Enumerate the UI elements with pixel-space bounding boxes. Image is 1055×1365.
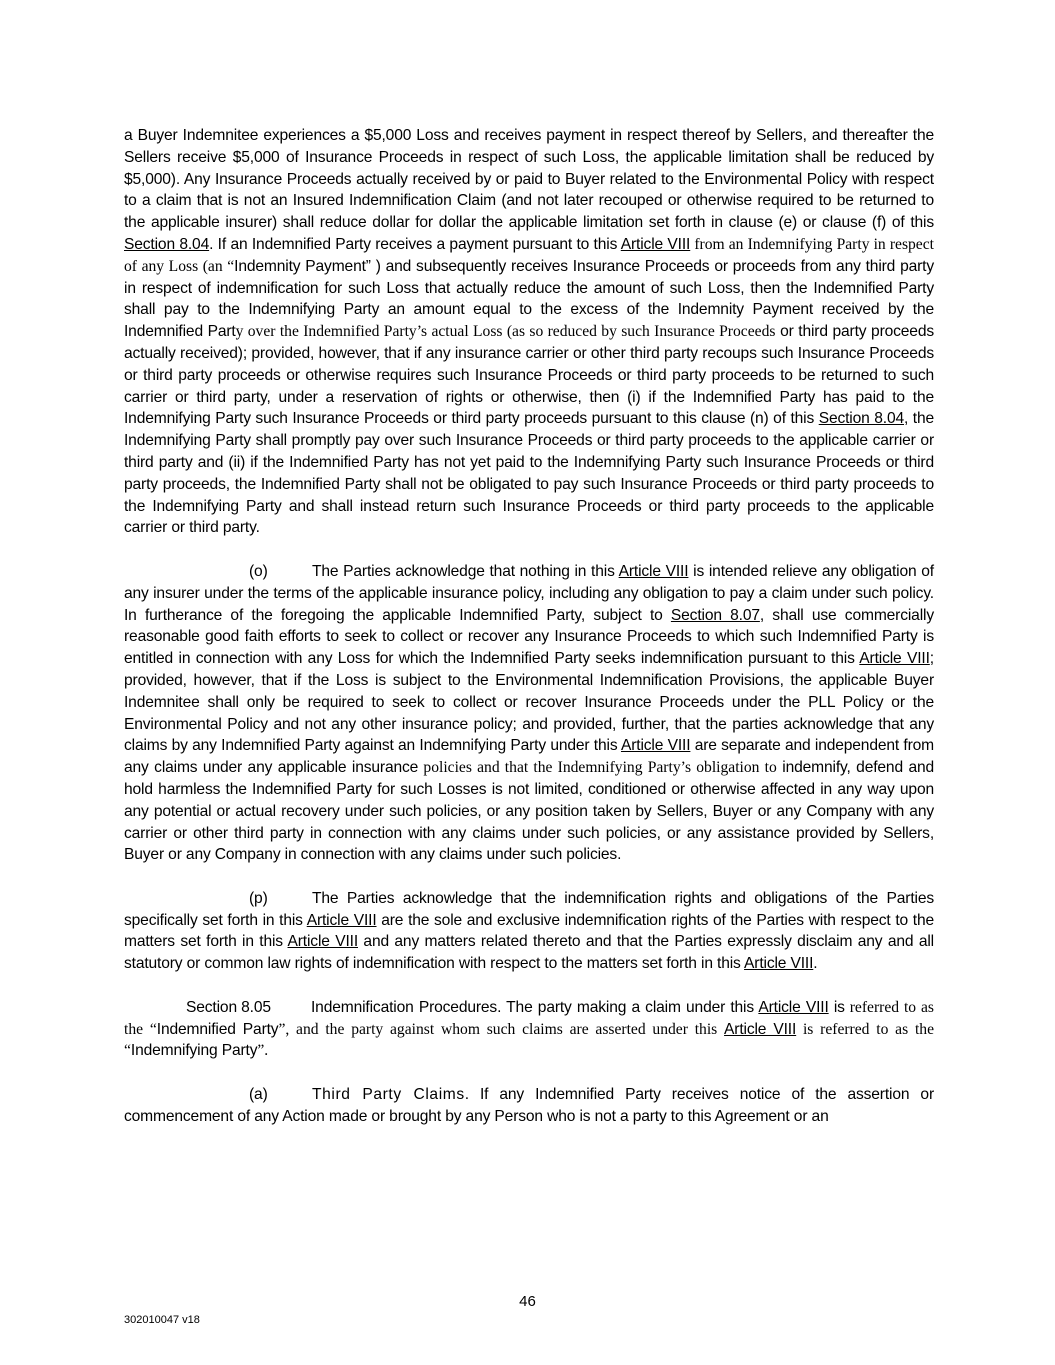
clause-label: (p)	[249, 889, 268, 907]
article-link[interactable]: Article VIII	[758, 998, 829, 1016]
text-run: The Parties acknowledge that the indemnification rights and obligations of the Parties specifically set forth in this	[124, 889, 934, 929]
paragraph-a-third-party-claims	[124, 1084, 934, 1128]
text-run: ”, and the party against whom such claims are asserted under this	[278, 1020, 725, 1038]
text-run: The Parties acknowledge that nothing in this	[312, 562, 619, 580]
text-run: or third party proceeds actually received); provided, however, that if any insurance carrier or other third party recoups such Insurance Proceeds or third party proceeds or otherwise requires such Insurance Proceeds or third party proceeds to be returned to such carrier or third party, under a reservation of rights or otherwise, then (i) if the Indemnified Party has paid to the Indemnifying Party such Insurance Proceeds or third party proceeds pursuant to this clause (n) of this	[124, 323, 934, 428]
article-link[interactable]: Article VIII	[859, 650, 930, 668]
section-link[interactable]: Section 8.04	[124, 235, 210, 253]
article-link[interactable]: Article VIII	[287, 933, 358, 951]
text-run: y over the Indemnified Party’s actual Loss (as so reduced by such Insurance Proceeds	[235, 323, 776, 341]
text-run: from an Indemnifying Party in respect of any Loss (an “	[124, 235, 934, 275]
paragraph-p	[124, 888, 934, 975]
text-run: is intended relieve any obligation of any insurer under the terms of the applicable insurance policy, including any obligation to pay a claim under such policy. In furtherance of the foregoing the applicable Indemnified Party, subject to	[124, 562, 934, 624]
section-label: Section 8.05	[186, 998, 271, 1016]
text-run: , shall use commercially reasonable good faith efforts to seek to collect or recover any Insurance Proceeds to which such Indemnified Party is entitled in connection with any Loss for which the Indemnified Party seeks indemnification pursuant to this	[124, 606, 934, 668]
article-link[interactable]: Article VIII	[618, 562, 689, 580]
text-run: , the Indemnifying Party shall promptly pay over such Insurance Proceeds or third party proceeds to the applicable carrier or third party and (ii) if the Indemnified Party has not yet paid to the Indemnifying Party such Insurance Proceeds or third party proceeds, the Indemnified Party shall not be obligated to pay such Insurance Proceeds or third party proceeds to the Indemnifying Party and shall instead return such Insurance Proceeds or third party proceeds to the applicable carrier or third party.	[124, 410, 934, 537]
paragraph-o	[124, 561, 934, 866]
section-link[interactable]: Section 8.04	[818, 410, 904, 428]
document-body	[124, 125, 934, 1149]
text-run: ” ) and subsequently receives Insurance Proceeds or proceeds from any third party in respect of indemnification for such Loss that actually reduce the amount of such Loss, then the Indemnified Party shall pay to the Indemnifying Party an amount equal to the excess of the Indemnity Payment received by the Indemnified Part	[124, 257, 934, 341]
article-link[interactable]: Article VIII	[620, 235, 691, 253]
text-run: indemnify, defend and hold harmless the Indemnified Party for such Losses is not limited, conditioned or otherwise affected in any way upon any potential or actual recovery under such policies, or any position taken by Sellers, Buyer or any Company with any carrier or other third party in connection with any claims under such policies, or any assistance provided by Sellers, Buyer or any Company in connection with any claims under such policies.	[124, 759, 935, 864]
text-run: . If an Indemnified Party receives a payment pursuant to this	[209, 235, 621, 253]
clause-label: (a)	[249, 1086, 268, 1104]
section-heading: Indemnification Procedures	[311, 998, 498, 1016]
defined-term: Indemnifying Party	[130, 1042, 258, 1060]
paragraph-section-8-05	[124, 997, 934, 1062]
article-link[interactable]: Article VIII	[620, 737, 691, 755]
text-run: . The party making a claim under this	[497, 998, 759, 1016]
article-link[interactable]: Article VIII	[744, 955, 814, 973]
text-run: is	[828, 998, 845, 1016]
article-link[interactable]: Article VIII	[724, 1020, 797, 1038]
defined-term: Indemnity Payment	[234, 257, 366, 275]
text-run: a Buyer Indemnitee experiences a $5,000 Loss and receives payment in respect thereof by Sellers, and thereafter the Sellers receive $5,000 of Insurance Proceeds in respect of such Loss, the applicable limitation shall be reduced by $5,000). Any Insurance Proceeds actually received by or paid to Buyer related to the Environmental Policy with respect to a claim that is not an Insured Indemnification Claim (and not later recouped or otherwise required to be returned to the applicable insurer) shall reduce dollar for dollar the applicable limitation set forth in clause (e) or clause (f) of this	[124, 127, 934, 232]
text-run: ; provided, however, that if the Loss is subject to the Environmental Indemnification Provisions, the applicable Buyer Indemnitee shall only be required to seek to collect or recover Insurance Proceeds under the PLL Policy or the Environmental Policy and not any other insurance policy; and provided, further, that the parties acknowledge that any claims by any Indemnified Party against an Indemnifying Party under this	[124, 650, 934, 755]
text-run: are the sole and exclusive indemnification rights of the Parties with respect to the matters set forth in this	[124, 911, 934, 951]
text-run: referred to as the “	[124, 998, 934, 1038]
defined-term: Indemnified Party	[156, 1020, 279, 1038]
text-run: ”.	[257, 1042, 269, 1060]
text-run: . If any Indemnified Party receives notice of the assertion or commencement of any Action made or brought by any Person who is not a party to this Agreement or an	[124, 1086, 934, 1125]
document-id: 302010047 v18	[124, 1314, 200, 1326]
text-run: .	[813, 955, 818, 973]
text-run: are separate and independent from any claims under any applicable insurance	[124, 737, 935, 777]
section-link[interactable]: Section 8.07	[670, 606, 760, 624]
clause-label: (o)	[249, 562, 268, 580]
article-link[interactable]: Article VIII	[306, 911, 377, 929]
paragraph-insurance-proceeds	[124, 125, 934, 539]
page-number: 46	[519, 1293, 536, 1310]
text-run: policies and that the Indemnifying Party’s obligation to	[418, 759, 777, 777]
text-run: and any matters related thereto and that the Parties expressly disclaim any and all statutory or common law rights of indemnification with respect to the matters set forth in this	[124, 933, 934, 973]
subsection-heading: Third Party Claims	[312, 1086, 465, 1104]
text-run: is referred to as the “	[124, 1020, 934, 1060]
